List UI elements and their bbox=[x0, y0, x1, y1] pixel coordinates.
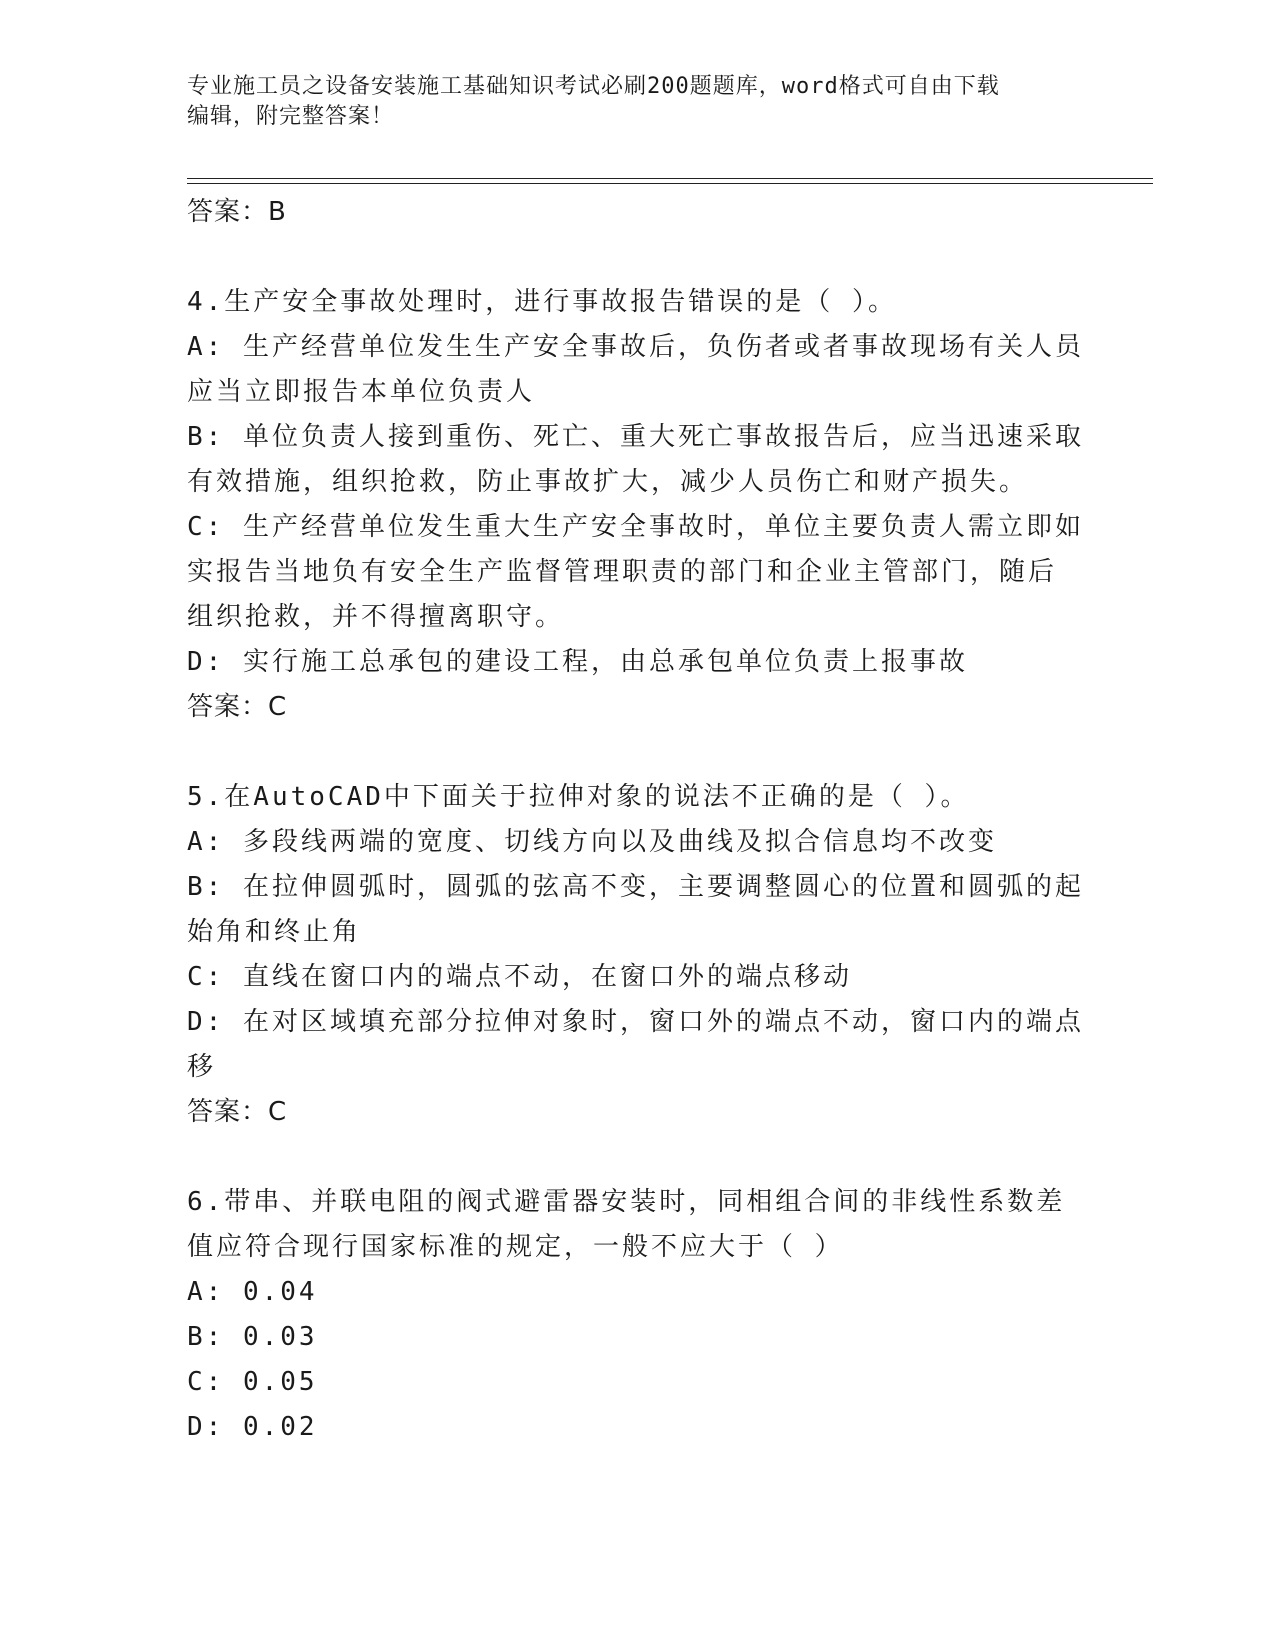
question-4-option-c-cont-2: 组织抢救，并不得擅离职守。 bbox=[187, 602, 565, 632]
question-5-option-d-cont: 移 bbox=[187, 1052, 217, 1082]
header-line-2: 编辑，附完整答案！ bbox=[187, 104, 395, 129]
question-6-stem-cont: 值应符合现行国家标准的规定，一般不应大于（ ） bbox=[187, 1232, 844, 1262]
question-6-option-b: B: 0.03 bbox=[187, 1322, 318, 1352]
question-5 bbox=[187, 775, 1087, 1135]
document-body bbox=[187, 190, 1087, 1450]
question-4-option-a: A: 生产经营单位发生生产安全事故后，负伤者或者事故现场有关人员 bbox=[187, 332, 1084, 362]
question-6-option-a: A: 0.04 bbox=[187, 1277, 318, 1307]
question-4-answer: 答案：C bbox=[187, 692, 288, 722]
question-4-option-c-cont: 实报告当地负有安全生产监督管理职责的部门和企业主管部门，随后 bbox=[187, 557, 1058, 587]
header-divider-bottom bbox=[187, 183, 1153, 184]
question-6 bbox=[187, 1180, 1087, 1450]
question-5-answer: 答案：C bbox=[187, 1097, 288, 1127]
question-5-stem: 5.在AutoCAD中下面关于拉伸对象的说法不正确的是（ ）。 bbox=[187, 782, 970, 812]
question-4-option-c: C: 生产经营单位发生重大生产安全事故时，单位主要负责人需立即如 bbox=[187, 512, 1084, 542]
question-5-option-a: A: 多段线两端的宽度、切线方向以及曲线及拟合信息均不改变 bbox=[187, 827, 997, 857]
question-5-option-c: C: 直线在窗口内的端点不动，在窗口外的端点移动 bbox=[187, 962, 852, 992]
question-5-option-b: B: 在拉伸圆弧时，圆弧的弦高不变，主要调整圆心的位置和圆弧的起 bbox=[187, 872, 1084, 902]
question-6-stem: 6.带串、并联电阻的阀式避雷器安装时，同相组合间的非线性系数差 bbox=[187, 1187, 1066, 1217]
header-line-1: 专业施工员之设备安装施工基础知识考试必刷200题题库，word格式可自由下载 bbox=[187, 74, 1000, 99]
question-5-option-b-cont: 始角和终止角 bbox=[187, 917, 362, 947]
spacer bbox=[187, 1135, 1087, 1180]
question-6-option-d: D: 0.02 bbox=[187, 1412, 318, 1442]
question-5-option-d: D: 在对区域填充部分拉伸对象时，窗口外的端点不动，窗口内的端点 bbox=[187, 1007, 1084, 1037]
question-4-option-a-cont: 应当立即报告本单位负责人 bbox=[187, 377, 536, 407]
question-4-stem: 4.生产安全事故处理时，进行事故报告错误的是（ ）。 bbox=[187, 287, 897, 317]
question-4 bbox=[187, 280, 1087, 730]
document-header bbox=[187, 72, 1067, 132]
spacer bbox=[187, 235, 1087, 280]
question-4-option-d: D: 实行施工总承包的建设工程，由总承包单位负责上报事故 bbox=[187, 647, 968, 677]
question-4-option-b-cont: 有效措施，组织抢救，防止事故扩大，减少人员伤亡和财产损失。 bbox=[187, 467, 1029, 497]
header-divider-top bbox=[187, 178, 1153, 179]
question-6-option-c: C: 0.05 bbox=[187, 1367, 318, 1397]
question-4-option-b: B: 单位负责人接到重伤、死亡、重大死亡事故报告后，应当迅速采取 bbox=[187, 422, 1084, 452]
answer-q3: 答案：B bbox=[187, 197, 287, 227]
spacer bbox=[187, 730, 1087, 775]
